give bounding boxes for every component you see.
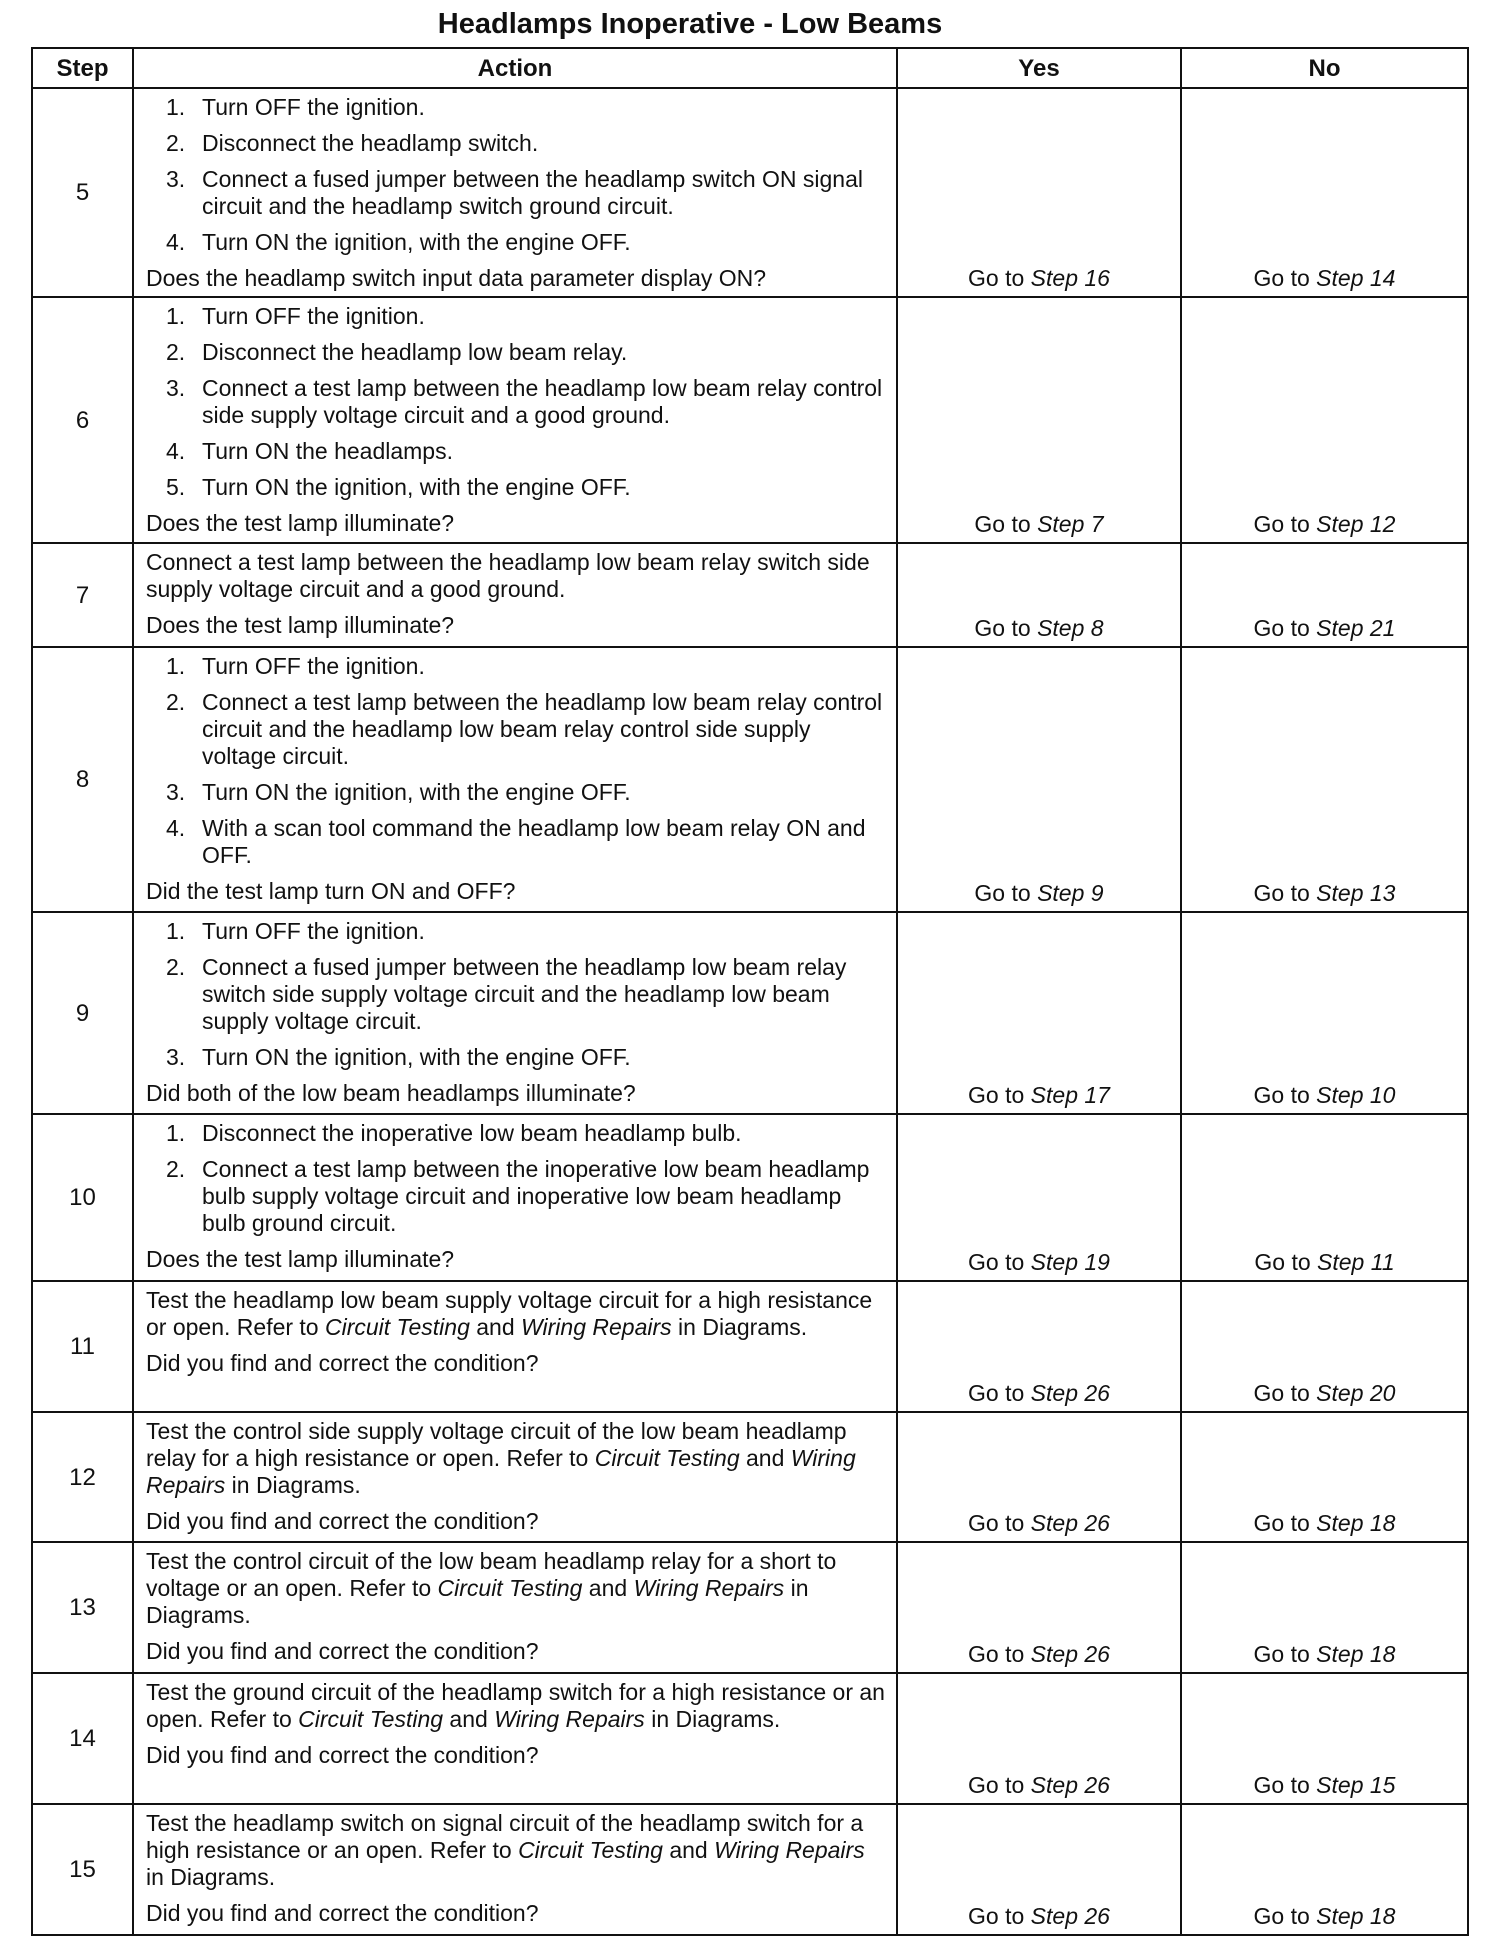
- question-text: Did the test lamp turn ON and OFF?: [146, 878, 516, 904]
- no-step-reference: Step 18: [1316, 1510, 1396, 1536]
- no-result-cell: [1181, 1673, 1468, 1804]
- yes-result-cell: [897, 1804, 1181, 1935]
- no-goto-label: Go to: [1253, 1082, 1310, 1108]
- no-goto-label: Go to: [1253, 511, 1310, 537]
- numbered-step-list: [146, 653, 888, 869]
- list-item-number: 2.: [166, 1156, 186, 1182]
- instruction-text: in Diagrams.: [671, 1314, 808, 1340]
- yes-result-cell: [897, 88, 1181, 297]
- no-goto-label: Go to: [1253, 1641, 1310, 1667]
- yes-step-reference: Step 8: [1037, 615, 1104, 641]
- table-row: [32, 297, 1468, 543]
- list-item: [146, 474, 888, 501]
- no-step-reference: Step 20: [1316, 1380, 1396, 1406]
- yes-goto-label: Go to: [974, 880, 1031, 906]
- list-item-text: Connect a test lamp between the headlamp low beam relay control circuit and the headlamp low beam relay control side supply voltage circuit.: [202, 689, 883, 769]
- instruction-text: and: [662, 1837, 715, 1863]
- yes-goto-label: Go to: [968, 265, 1025, 291]
- yes-goto-label: Go to: [968, 1510, 1025, 1536]
- list-item: [146, 229, 888, 256]
- no-result-cell: [1181, 297, 1468, 543]
- reference-title: Circuit Testing: [298, 1706, 444, 1732]
- table-row: [32, 1114, 1468, 1281]
- no-result-cell: [1181, 1114, 1468, 1281]
- no-step-reference: Step 11: [1317, 1249, 1395, 1275]
- list-item: [146, 779, 888, 806]
- no-step-reference: Step 21: [1316, 615, 1396, 641]
- action-cell: [133, 1673, 897, 1804]
- action-instruction: [146, 1679, 888, 1733]
- instruction-text: in Diagrams.: [225, 1472, 361, 1498]
- no-step-reference: Step 12: [1316, 511, 1396, 537]
- action-cell: [133, 1281, 897, 1412]
- action-instruction: [146, 1548, 888, 1629]
- yes-step-reference: Step 9: [1037, 880, 1104, 906]
- column-header-step: Step: [32, 48, 133, 88]
- step-number: 12: [32, 1412, 133, 1542]
- list-item: [146, 815, 888, 869]
- reference-title: Wiring Repairs: [521, 1314, 672, 1340]
- table-row: [32, 543, 1468, 647]
- step-number: 10: [32, 1114, 133, 1281]
- list-item-number: 1.: [166, 303, 186, 329]
- instruction-text: Test the control side supply voltage circuit of the low beam headlamp relay for a high resistance or open. Refer to: [146, 1418, 847, 1471]
- list-item-number: 3.: [166, 375, 186, 401]
- action-cell: [133, 1114, 897, 1281]
- yes-step-reference: Step 26: [1030, 1641, 1110, 1667]
- action-instruction: [146, 1418, 888, 1499]
- list-item-number: 4.: [166, 815, 186, 841]
- list-item-text: Turn OFF the ignition.: [202, 653, 425, 679]
- list-item: [146, 130, 888, 157]
- list-item-number: 1.: [166, 918, 186, 944]
- step-number: 8: [32, 647, 133, 912]
- instruction-text: and: [469, 1314, 522, 1340]
- no-step-reference: Step 14: [1316, 265, 1396, 291]
- yes-goto-label: Go to: [968, 1082, 1025, 1108]
- no-result-cell: [1181, 543, 1468, 647]
- list-item-number: 3.: [166, 166, 186, 192]
- list-item: [146, 1044, 888, 1071]
- reference-title: Circuit Testing: [594, 1445, 740, 1471]
- question-text: Did you find and correct the condition?: [146, 1350, 539, 1376]
- table-row: [32, 1673, 1468, 1804]
- list-item-number: 3.: [166, 779, 186, 805]
- list-item-number: 5.: [166, 474, 186, 500]
- reference-title: Circuit Testing: [325, 1314, 470, 1340]
- list-item: [146, 653, 888, 680]
- question-text: Did both of the low beam headlamps illuminate?: [146, 1080, 636, 1106]
- list-item: [146, 303, 888, 330]
- no-goto-label: Go to: [1253, 1380, 1310, 1406]
- list-item-text: Turn OFF the ignition.: [202, 94, 425, 120]
- list-item-text: Turn OFF the ignition.: [202, 918, 425, 944]
- list-item-number: 1.: [166, 94, 186, 120]
- yes-goto-label: Go to: [968, 1380, 1025, 1406]
- page-title: Headlamps Inoperative - Low Beams: [437, 8, 943, 40]
- numbered-step-list: [146, 94, 888, 256]
- question-text: Does the test lamp illuminate?: [146, 1246, 455, 1272]
- no-result-cell: [1181, 1804, 1468, 1935]
- yes-result-cell: [897, 543, 1181, 647]
- list-item-text: Disconnect the headlamp low beam relay.: [202, 339, 628, 365]
- yes-goto-label: Go to: [968, 1249, 1025, 1275]
- yes-result-cell: [897, 1114, 1181, 1281]
- table-row: [32, 647, 1468, 912]
- list-item-number: 1.: [166, 1120, 186, 1146]
- no-result-cell: [1181, 1281, 1468, 1412]
- action-cell: [133, 1804, 897, 1935]
- yes-goto-label: Go to: [974, 511, 1031, 537]
- reference-title: Circuit Testing: [518, 1837, 663, 1863]
- question-text: Did you find and correct the condition?: [146, 1900, 539, 1926]
- list-item-text: Connect a fused jumper between the headlamp switch ON signal circuit and the headlamp switch ground circuit.: [202, 166, 863, 219]
- list-item-number: 2.: [166, 954, 186, 980]
- numbered-step-list: [146, 303, 888, 501]
- step-number: 5: [32, 88, 133, 297]
- list-item-text: Turn ON the headlamps.: [202, 438, 453, 464]
- list-item-number: 4.: [166, 229, 186, 255]
- step-number: 7: [32, 543, 133, 647]
- table-body: [32, 88, 1468, 1935]
- list-item: [146, 1120, 888, 1147]
- action-instruction: [146, 1287, 888, 1341]
- instruction-text: Test the headlamp switch on signal circuit of the headlamp switch for a high resistance or an open. Refer to: [146, 1810, 864, 1863]
- list-item: [146, 438, 888, 465]
- no-goto-label: Go to: [1253, 615, 1310, 641]
- list-item-number: 2.: [166, 339, 186, 365]
- action-cell: [133, 647, 897, 912]
- list-item-text: Turn ON the ignition, with the engine OFF.: [202, 474, 631, 500]
- list-item: [146, 1156, 888, 1237]
- list-item: [146, 339, 888, 366]
- yes-step-reference: Step 7: [1037, 511, 1104, 537]
- reference-title: Wiring Repairs: [714, 1837, 865, 1863]
- no-step-reference: Step 10: [1316, 1082, 1396, 1108]
- no-goto-label: Go to: [1253, 1510, 1310, 1536]
- diagnostic-table: [31, 47, 1469, 1936]
- no-step-reference: Step 13: [1316, 880, 1396, 906]
- no-step-reference: Step 18: [1316, 1641, 1396, 1667]
- reference-title: Wiring Repairs: [633, 1575, 785, 1601]
- list-item-text: Connect a fused jumper between the headlamp low beam relay switch side supply voltage circuit and the headlamp low beam supply voltage circuit.: [202, 954, 847, 1034]
- list-item-text: Turn ON the ignition, with the engine OFF.: [202, 1044, 631, 1070]
- list-item-text: Connect a test lamp between the inoperative low beam headlamp bulb supply voltage circuit and inoperative low beam headlamp bulb ground circuit.: [202, 1156, 870, 1236]
- question-text: Did you find and correct the condition?: [146, 1508, 539, 1534]
- no-step-reference: Step 18: [1316, 1903, 1396, 1929]
- step-number: 11: [32, 1281, 133, 1412]
- yes-step-reference: Step 26: [1030, 1380, 1110, 1406]
- yes-result-cell: [897, 1673, 1181, 1804]
- reference-title: Wiring Repairs: [494, 1706, 645, 1732]
- action-cell: [133, 1542, 897, 1673]
- instruction-text: Test the ground circuit of the headlamp switch for a high resistance or an open. Refer to: [146, 1679, 885, 1732]
- list-item-number: 4.: [166, 438, 186, 464]
- yes-result-cell: [897, 1412, 1181, 1542]
- list-item-text: With a scan tool command the headlamp low beam relay ON and OFF.: [202, 815, 866, 868]
- no-result-cell: [1181, 88, 1468, 297]
- yes-step-reference: Step 17: [1030, 1082, 1110, 1108]
- no-result-cell: [1181, 1542, 1468, 1673]
- instruction-text: in Diagrams.: [146, 1575, 809, 1628]
- yes-step-reference: Step 26: [1030, 1772, 1110, 1798]
- column-header-yes: Yes: [897, 48, 1181, 88]
- yes-result-cell: [897, 647, 1181, 912]
- no-goto-label: Go to: [1253, 880, 1310, 906]
- table-row: [32, 912, 1468, 1114]
- list-item-text: Disconnect the inoperative low beam headlamp bulb.: [202, 1120, 742, 1146]
- action-instruction: [146, 1810, 888, 1891]
- step-number: 13: [32, 1542, 133, 1673]
- action-cell: [133, 912, 897, 1114]
- yes-step-reference: Step 16: [1030, 265, 1110, 291]
- reference-title: Wiring Repairs: [146, 1445, 856, 1498]
- table-row: [32, 1804, 1468, 1935]
- instruction-text: and: [739, 1445, 791, 1471]
- column-header-no: No: [1181, 48, 1468, 88]
- list-item-text: Disconnect the headlamp switch.: [202, 130, 539, 156]
- yes-step-reference: Step 26: [1030, 1510, 1110, 1536]
- yes-step-reference: Step 26: [1030, 1903, 1110, 1929]
- question-text: Did you find and correct the condition?: [146, 1742, 539, 1768]
- no-goto-label: Go to: [1253, 1903, 1310, 1929]
- action-cell: [133, 543, 897, 647]
- no-result-cell: [1181, 647, 1468, 912]
- step-number: 15: [32, 1804, 133, 1935]
- yes-result-cell: [897, 297, 1181, 543]
- yes-step-reference: Step 19: [1030, 1249, 1110, 1275]
- action-cell: [133, 88, 897, 297]
- step-number: 6: [32, 297, 133, 543]
- instruction-text: and: [582, 1575, 634, 1601]
- yes-goto-label: Go to: [968, 1641, 1025, 1667]
- list-item-number: 2.: [166, 130, 186, 156]
- table-row: [32, 88, 1468, 297]
- numbered-step-list: [146, 918, 888, 1071]
- no-step-reference: Step 15: [1316, 1772, 1396, 1798]
- reference-title: Circuit Testing: [437, 1575, 583, 1601]
- question-text: Does the headlamp switch input data parameter display ON?: [146, 265, 767, 291]
- action-cell: [133, 297, 897, 543]
- instruction-text: in Diagrams.: [644, 1706, 781, 1732]
- list-item-text: Connect a test lamp between the headlamp low beam relay control side supply voltage circuit and a good ground.: [202, 375, 883, 428]
- no-goto-label: Go to: [1253, 265, 1310, 291]
- yes-goto-label: Go to: [968, 1772, 1025, 1798]
- list-item-text: Turn ON the ignition, with the engine OFF.: [202, 229, 631, 255]
- no-result-cell: [1181, 912, 1468, 1114]
- question-text: Does the test lamp illuminate?: [146, 510, 455, 536]
- list-item: [146, 375, 888, 429]
- instruction-text: Test the control circuit of the low beam headlamp relay for a short to voltage or an open. Refer to: [146, 1548, 837, 1601]
- table-row: [32, 1281, 1468, 1412]
- instruction-text: in Diagrams.: [146, 1864, 276, 1890]
- no-result-cell: [1181, 1412, 1468, 1542]
- yes-result-cell: [897, 1281, 1181, 1412]
- action-instruction: [146, 549, 888, 603]
- table-row: [32, 1542, 1468, 1673]
- list-item: [146, 94, 888, 121]
- no-goto-label: Go to: [1254, 1249, 1311, 1275]
- list-item-number: 2.: [166, 689, 186, 715]
- list-item: [146, 689, 888, 770]
- no-goto-label: Go to: [1253, 1772, 1310, 1798]
- header-row: [32, 48, 1468, 88]
- list-item-text: Turn ON the ignition, with the engine OFF.: [202, 779, 631, 805]
- step-number: 9: [32, 912, 133, 1114]
- numbered-step-list: [146, 1120, 888, 1237]
- list-item: [146, 954, 888, 1035]
- yes-result-cell: [897, 912, 1181, 1114]
- step-number: 14: [32, 1673, 133, 1804]
- yes-goto-label: Go to: [968, 1903, 1025, 1929]
- list-item-number: 3.: [166, 1044, 186, 1070]
- question-text: Did you find and correct the condition?: [146, 1638, 539, 1664]
- table-row: [32, 1412, 1468, 1542]
- list-item-number: 1.: [166, 653, 186, 679]
- list-item: [146, 166, 888, 220]
- instruction-text: Test the headlamp low beam supply voltage circuit for a high resistance or open. Refer to: [146, 1287, 873, 1340]
- instruction-text: and: [443, 1706, 495, 1732]
- column-header-action: Action: [133, 48, 897, 88]
- list-item-text: Turn OFF the ignition.: [202, 303, 425, 329]
- yes-result-cell: [897, 1542, 1181, 1673]
- instruction-text: Connect a test lamp between the headlamp low beam relay switch side supply voltage circuit and a good ground.: [146, 549, 870, 602]
- list-item: [146, 918, 888, 945]
- question-text: Does the test lamp illuminate?: [146, 612, 455, 638]
- action-cell: [133, 1412, 897, 1542]
- yes-goto-label: Go to: [974, 615, 1031, 641]
